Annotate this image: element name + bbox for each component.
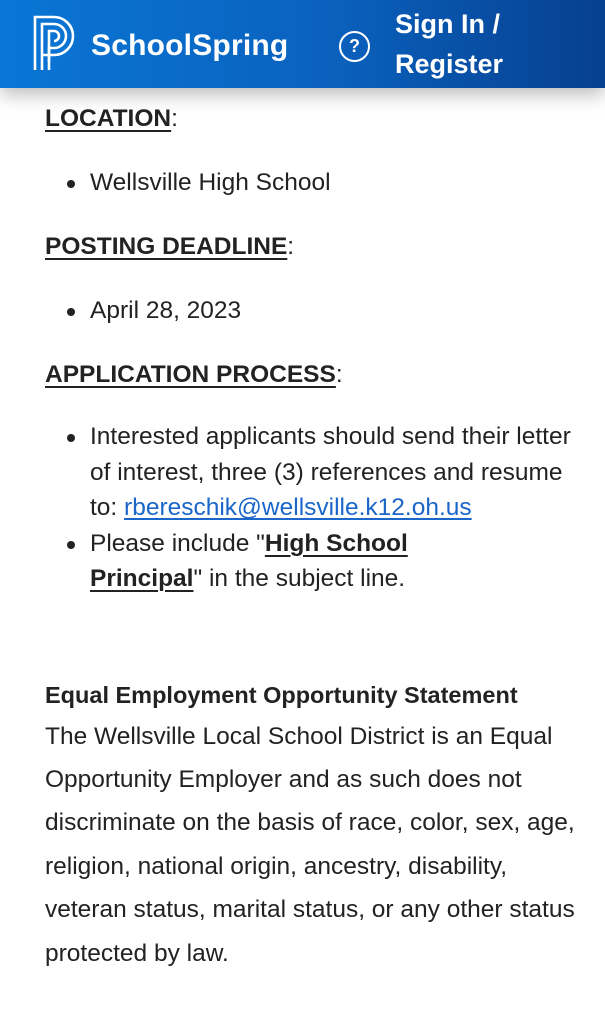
deadline-label: POSTING DEADLINE bbox=[45, 233, 288, 260]
email-link[interactable]: rbereschik@wellsville.k12.oh.us bbox=[124, 494, 472, 521]
brand-name[interactable]: SchoolSpring bbox=[91, 29, 289, 62]
process-instructions: Interested applicants should send their letter of interest, three (3) references and resume bbox=[90, 423, 571, 486]
subject-suffix: " in the subject line. bbox=[193, 565, 406, 592]
deadline-list bbox=[45, 293, 575, 329]
process-label: APPLICATION PROCESS bbox=[45, 361, 336, 388]
process-colon: : bbox=[335, 361, 343, 388]
subject-keyword-line2: Principal bbox=[90, 565, 194, 592]
eeo-title: Equal Employment Opportunity Statement bbox=[45, 681, 518, 708]
sign-in-label: Sign In / bbox=[395, 9, 500, 39]
process-list bbox=[45, 419, 575, 597]
location-heading bbox=[45, 101, 575, 137]
job-posting-content bbox=[45, 88, 575, 975]
to-label: to: bbox=[90, 494, 125, 521]
help-icon[interactable]: ? bbox=[339, 31, 370, 62]
location-label: LOCATION bbox=[45, 105, 172, 132]
sign-in-register-link[interactable] bbox=[395, 4, 535, 84]
deadline-colon: : bbox=[287, 233, 295, 260]
subject-prefix: Please include " bbox=[90, 529, 265, 557]
list-item: April 28, 2023 bbox=[45, 293, 575, 329]
subject-keyword-line1: High School bbox=[264, 529, 408, 557]
eeo-body: The Wellsville Local School District is an Equal Opportunity Employer and as such does not discriminate on the basis of race, color, sex, age, religion, national origin, ancestry, disability, veteran status, marital status, or any other status protected by law. bbox=[45, 722, 575, 967]
list-item bbox=[45, 419, 575, 526]
top-app-bar bbox=[0, 0, 605, 88]
list-item bbox=[45, 526, 575, 597]
location-colon: : bbox=[171, 105, 178, 132]
process-heading bbox=[45, 357, 575, 393]
deadline-heading bbox=[45, 229, 575, 265]
list-item: Wellsville High School bbox=[45, 165, 575, 201]
location-list bbox=[45, 165, 575, 201]
register-label: Register bbox=[395, 49, 504, 79]
schoolspring-logo-icon[interactable] bbox=[32, 14, 78, 72]
